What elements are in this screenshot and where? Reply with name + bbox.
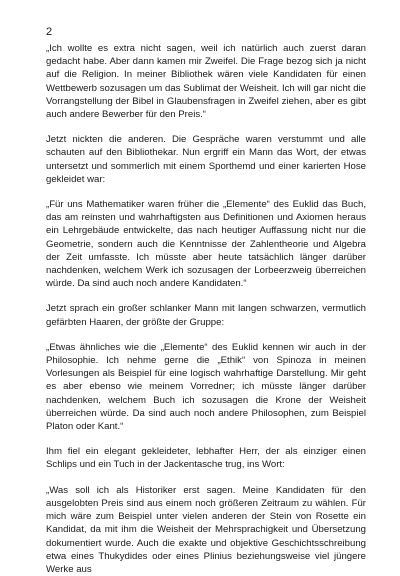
paragraph-4: Jetzt sprach ein großer schlanker Mann mit langen schwarzen, vermutlich gefärbten Haaren, der größte der Gruppe:	[46, 303, 366, 328]
paragraph-5: „Etwas ähnliches wie die „Elemente“ des Euklid kennen wir auch in der Philosophie. Ich nehme gerne die „Ethik“ von Spinoza in meinen Vorlesungen als Beispiel für eine logisch wahrhaftige Darstellung. Mir geht es aber ebenso wie meinem Vorredner; ich müsste länger darüber nachdenken, welchem Buch ich sozusagen die Krone der Weisheit überreichen würde. Da sind auch noch andere Philosophen, zum Beispiel Platon oder Kant.“	[46, 341, 366, 433]
page-number: 2	[46, 26, 53, 38]
paragraph-6: Ihm fiel ein elegant gekleideter, lebhafter Herr, der als einziger einen Schlips und ein Tuch in der Jackentasche trug, ins Wort:	[46, 446, 366, 471]
paragraph-2: Jetzt nickten die anderen. Die Gespräche waren verstummt und alle schauten auf den Bibliothekar. Nun ergriff ein Mann das Wort, der etwas untersetzt und sommerlich mit einem Sporthemd und einer karierten Hose gekleidet war:	[46, 134, 366, 185]
paragraph-1: „Ich wollte es extra nicht sagen, weil ich natürlich auch zuerst daran gedacht habe. Aber dann kamen mir Zweifel. Die Frage bezog sich ja nicht auf die Religion. In meiner Bibliothek wären viele Kandidaten für einen Wettbewerb sozusagen um das Sublimat der Weisheit. Ich will gar nicht die Vorrangstellung der Bibel in Glaubensfragen in Zweifel ziehen, aber es gibt auch andere Bewerber für den Preis.“	[46, 43, 366, 121]
paragraph-3: „Für uns Mathematiker waren früher die „Elemente“ des Euklid das Buch, das am reinsten und wahrhaftigsten aus Definitionen und Axiomen heraus ein Lehrgebäude entwickelte, das nach heutiger Auffassung nicht nur die Geometrie, sondern auch die Kenntnisse der Zahlentheorie und Algebra der Zeit umfasste. Ich müsste aber heute tatsächlich länger darüber nachdenken, welchem Werk ich sozusagen der Lorbeerzweig überreichen würde. Da sind auch noch andere Kandidaten.“	[46, 199, 366, 290]
paragraph-7: „Was soll ich als Historiker erst sagen. Meine Kandidaten für den ausgelobten Preis sind aus einem noch größeren Zeitraum zu wählen. Für mich wäre zum Beispiel unter vielen anderen der Stein von Rosette ein Kandidat, da mit ihm die Weisheit der Mehrsprachigkeit und Übersetzung dokumentiert wurde. Auch die exakte und objektive Geschichtsschreibung etwa eines Thukydides oder eines Plinius beziehungsweise viel jüngere Werke aus	[46, 484, 366, 575]
page-content	[46, 42, 366, 576]
